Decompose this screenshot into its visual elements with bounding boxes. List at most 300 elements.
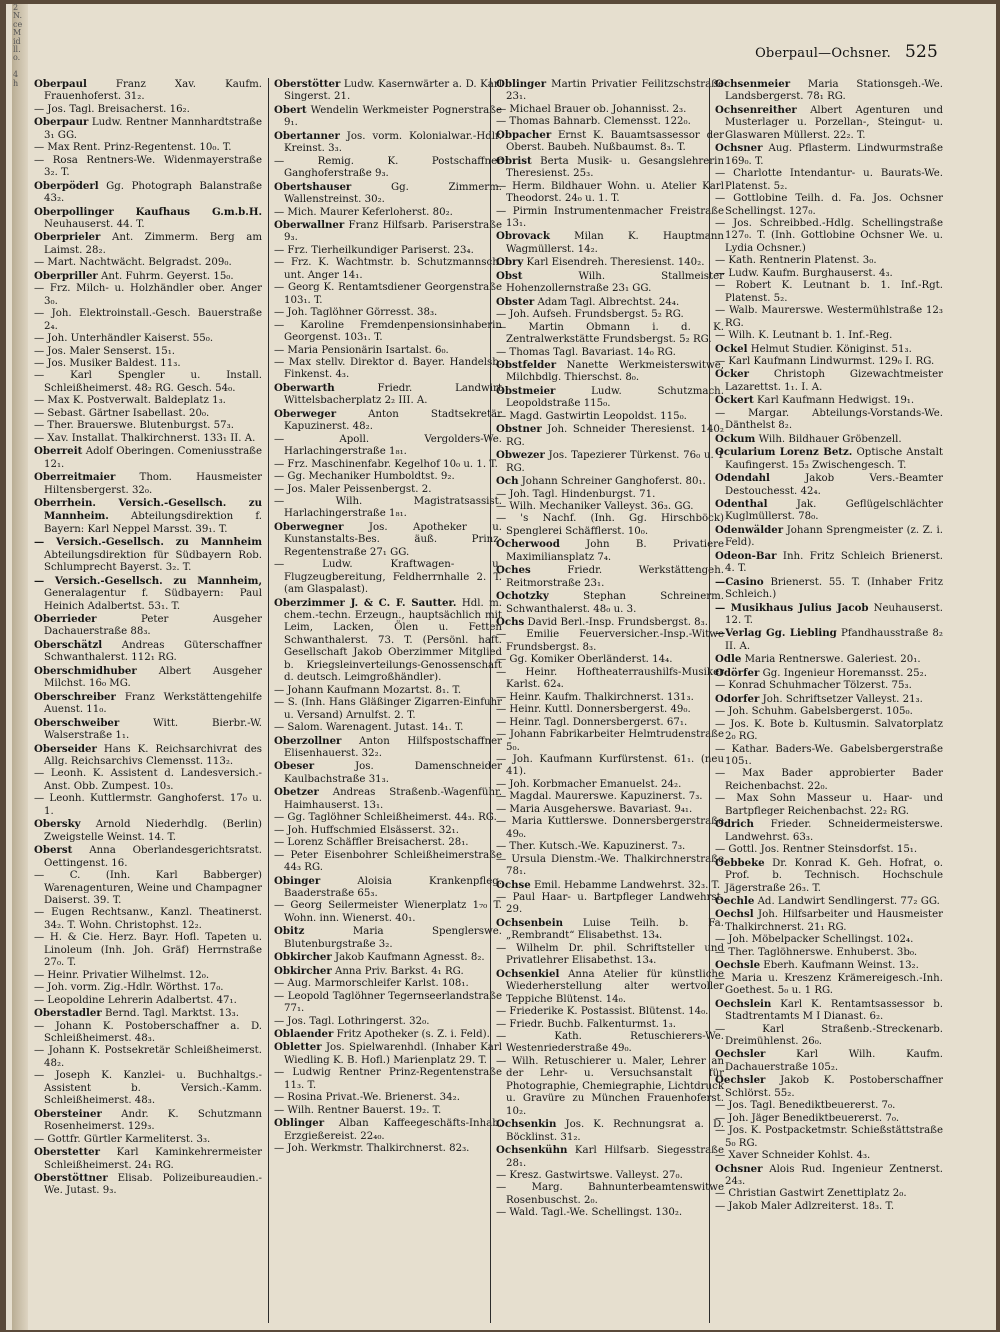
directory-entry xyxy=(274,965,502,978)
column-3 xyxy=(496,78,724,1220)
directory-entry xyxy=(274,978,502,990)
directory-entry xyxy=(34,536,262,574)
entry-details: — H. & Cie. Herz. Bayr. Hofl. Tapeten u. Linoleum (Inh. Joh. Gräf) Herrnstraße 27₀. T. xyxy=(34,932,262,969)
directory-entry xyxy=(496,347,724,359)
entry-details: — Maria u. Kreszenz Krämereigesch.-Inh. Goethest. 5₀ u. 1 RG. xyxy=(715,972,943,997)
directory-entry xyxy=(274,697,502,722)
entry-surname: Obster xyxy=(496,295,535,308)
entry-surname: Odenwälder xyxy=(715,523,784,536)
directory-entry xyxy=(496,411,724,423)
edge-fragment: 4 xyxy=(13,70,19,80)
entry-surname: Oechsler xyxy=(715,1074,766,1087)
directory-entry xyxy=(274,1016,502,1028)
entry-details: — Heinr. Hoftheaterraushilfs-Musiker Karlst. 62₄. xyxy=(496,666,724,691)
entry-details: — Remig. K. Postschaffner Ganghoferstraße 9₃. xyxy=(274,155,502,180)
entry-details: Johann Schreiner Ganghoferst. 80₁. xyxy=(518,476,706,488)
entry-details: Wilh. Stallmeister Hohenzollernstraße 23₁ GG. xyxy=(506,270,724,295)
directory-entry xyxy=(274,760,502,786)
directory-entry xyxy=(34,907,262,932)
column-divider xyxy=(268,78,269,1323)
directory-entry xyxy=(274,1117,502,1143)
entry-surname: Ocularium Lorenz Betz. xyxy=(715,446,853,459)
entry-details: Ludw. Schutzmach. Leopoldstraße 115₀. xyxy=(506,385,724,410)
entry-details: — Peter Eisenbohrer Schleißheimerstraße 44₃ RG. xyxy=(274,849,502,874)
directory-entry xyxy=(496,155,724,181)
entry-details: Wendelin Werkmeister Pognerstraße 9₁. xyxy=(284,104,502,129)
directory-entry xyxy=(496,729,724,754)
entry-details: — Frz. Milch- u. Holzhändler ober. Anger 3₀. xyxy=(34,283,262,307)
directory-entry xyxy=(274,245,502,257)
entry-details: — Jos. Musiker Baldest. 11₃. xyxy=(34,357,181,369)
directory-entry xyxy=(715,356,943,368)
directory-entry xyxy=(715,959,943,972)
entry-surname: Obert xyxy=(274,103,307,116)
entry-surname: Ochsenkin xyxy=(496,1118,557,1131)
entry-surname: — Versich.-Gesellsch. zu Mannheim, xyxy=(34,574,262,587)
entry-details: — Maria Pensionärin Isartalst. 6₀. xyxy=(274,344,449,356)
directory-entry xyxy=(715,255,943,267)
directory-entry xyxy=(715,693,943,706)
directory-entry xyxy=(715,550,943,576)
directory-entry xyxy=(715,973,943,998)
entry-details: Johann Sprengmeister (z. Z. i. Feld). xyxy=(725,524,943,549)
entry-details: Luise Teilh. b. Fa. „Rembrandt“ Elisabethst. 13₄. xyxy=(506,917,724,942)
directory-entry xyxy=(34,180,262,206)
entry-details: — Wilh. K. Leutnant b. 1. Inf.-Reg. xyxy=(715,330,893,342)
entry-surname: Ockel xyxy=(715,342,748,355)
entry-surname: Obetzer xyxy=(274,786,319,799)
directory-entry xyxy=(274,1092,502,1104)
entry-surname: Oberrhein. Versich.-Gesellsch. zu Mannheim. xyxy=(34,496,262,523)
entry-details: — Joh. Aufseh. Frundsbergst. 5₂ RG. xyxy=(496,309,684,321)
entry-details: Ludw. Rentner Mannhardtstraße 3₁ GG. xyxy=(44,117,262,141)
directory-entry xyxy=(496,538,724,564)
entry-details: Ad. Landwirt Sendlingerst. 77₂ GG. xyxy=(754,896,940,907)
directory-entry xyxy=(274,850,502,875)
directory-entry xyxy=(496,779,724,791)
entry-surname: Och xyxy=(496,475,519,488)
entry-details: — Herm. Bildhauer Wohn. u. Atelier Karl Theodorst. 24₀ u. 1. T. xyxy=(496,180,724,205)
entry-details: Ant. Zimmerm. Berg am Laimst. 28₂. xyxy=(44,232,262,256)
entry-details: Anna Atelier für künstliche Wiederherstellung alter wertvoller Teppiche Blütenst. 14₀. xyxy=(506,968,724,1005)
directory-entry xyxy=(34,142,262,154)
entry-surname: Oberwallner xyxy=(274,218,345,231)
directory-entry xyxy=(496,489,724,501)
directory-entry xyxy=(34,283,262,308)
entry-details: Joh. Hilfsarbeiter und Hausmeister Thalkirchnerst. 21₁ RG. xyxy=(725,909,943,933)
entry-surname: Ockum xyxy=(715,432,756,445)
entry-surname: Oberweger xyxy=(274,407,337,420)
directory-entry xyxy=(496,879,724,892)
entry-details: — Karl Straßenb.-Streckenarb. Dreimühlenst. 26₀. xyxy=(715,1023,943,1047)
entry-details: Anna Priv. Barkst. 4₁ RG. xyxy=(331,965,464,977)
edge-fragment: id xyxy=(13,36,21,46)
entry-details: — Walb. Maurerswe. Westermühlstraße 12₃ RG. xyxy=(715,305,943,329)
directory-entry xyxy=(34,844,262,870)
directory-entry xyxy=(274,471,502,483)
directory-entry xyxy=(274,951,502,964)
entry-surname: Oebbeke xyxy=(715,856,765,869)
entry-details: David Berl.-Insp. Frundsbergst. 8₃. xyxy=(524,617,708,629)
entry-details: Helmut Studier. Königinst. 51₃. xyxy=(747,343,912,355)
entry-details: Aug. Pflasterm. Lindwurmstraße 169₀. T. xyxy=(725,143,943,167)
entry-details: — Max Rent. Prinz-Regentenst. 10₀. T. xyxy=(34,142,232,154)
directory-entry xyxy=(715,1150,943,1162)
entry-details: — Jos. Tagl. Benediktbeuererst. 7₀. xyxy=(715,1100,896,1112)
entry-surname: — Versich.-Gesellsch. zu Mannheim xyxy=(34,536,262,549)
entry-details: — Jos. K. Postpacketmstr. Schießstättstraße 5₀ RG. xyxy=(715,1125,943,1149)
directory-entry xyxy=(715,680,943,692)
entry-details: Alois Rud. Ingenieur Zentnerst. 24₃. xyxy=(725,1163,943,1187)
entry-surname: Oechle xyxy=(715,895,755,907)
directory-entry xyxy=(715,280,943,305)
directory-entry xyxy=(34,1021,262,1046)
directory-entry xyxy=(34,870,262,907)
directory-entry xyxy=(715,1188,943,1200)
entry-details: Optische Anstalt Kaufingerst. 15₃ Zwischengesch. T. xyxy=(725,447,943,471)
directory-entry xyxy=(34,995,262,1007)
entry-surname: Obeser xyxy=(274,760,315,773)
directory-entry xyxy=(496,449,724,475)
entry-surname: Odörfer xyxy=(715,666,760,679)
directory-entry xyxy=(34,665,262,691)
directory-entry xyxy=(715,78,943,104)
entry-details: — Jos. Maler Peissenbergst. 2. xyxy=(274,483,432,495)
entry-details: Karl Kaufmann Hedwigst. 19₁. xyxy=(753,395,915,407)
directory-entry xyxy=(34,308,262,333)
entry-details: Martin Privatier Feilitzschstraße 23₁. xyxy=(506,79,724,103)
entry-details: — Heinr. Tagl. Donnersbergerst. 67₁. xyxy=(496,716,688,728)
directory-entry xyxy=(496,206,724,231)
entry-surname: Obpacher xyxy=(496,128,552,141)
directory-entry xyxy=(496,475,724,488)
entry-surname: Oechsle xyxy=(715,959,761,972)
directory-entry xyxy=(34,1070,262,1107)
directory-entry xyxy=(715,104,943,142)
directory-entry xyxy=(715,1074,943,1100)
entry-surname: Oberpaur xyxy=(34,116,89,129)
directory-entry xyxy=(274,382,502,408)
directory-entry xyxy=(274,207,502,219)
entry-details: — Max K. Postverwalt. Baldeplatz 1₃. xyxy=(34,395,226,407)
adjacent-page-edge xyxy=(12,4,28,1330)
entry-details: — Kath. Retuschierers-We. Westenriederstraße 49₀. xyxy=(496,1030,724,1055)
entry-details: Albert Agenturen und Musterlager u. Porzellan-, Steingut- u. Glaswaren Müllerst. 22₂. T. xyxy=(725,104,943,141)
entry-details: Inh. Fritz Schleich Brienerst. 4. T. xyxy=(725,550,943,575)
entry-details: Andr. K. Schutzmann Rosenheimerst. 129₃. xyxy=(44,1108,262,1133)
entry-surname: Oblaender xyxy=(274,1027,334,1040)
entry-details: Hans K. Reichsarchivrat des Allg. Reichsarchivs Clemensst. 113₂. xyxy=(44,743,262,768)
column-divider xyxy=(490,78,491,1323)
entry-details: — Karl Spengler u. Install. Schleißheimerst. 48₂ RG. Gesch. 54₀. xyxy=(34,370,262,394)
directory-entry xyxy=(715,768,943,793)
edge-fragment: ce xyxy=(13,19,23,29)
entry-details: Milan K. Hauptmann Wagmüllerst. 14₂. xyxy=(506,231,724,255)
entry-surname: Oberprieler xyxy=(34,231,101,244)
entry-details: — Ther. Brauerswe. Blutenburgst. 57₃. xyxy=(34,420,234,432)
entry-details: — Jos. Schreibbed.-Hdlg. Schellingstraße 127₀. T. (Inh. Gottlobine Ochsner We. u. Lydia Ochsner.) xyxy=(715,217,943,254)
entry-details: Aloisia Krankenpfleg. Baaderstraße 65₃. xyxy=(284,875,502,899)
entry-details: — Thomas Bahnarb. Clemensst. 122₀. xyxy=(496,116,691,128)
directory-entry xyxy=(715,142,943,168)
directory-entry xyxy=(34,613,262,639)
entry-details: — Ludw. Kaufm. Burghauserst. 4₃. xyxy=(715,267,893,279)
entry-surname: Obrovack xyxy=(496,230,550,243)
directory-entry xyxy=(715,524,943,550)
entry-details: — Kath. Rentnerin Platenst. 3₀. xyxy=(715,255,877,267)
entry-details: Neuhauserst. 44. T. xyxy=(44,218,145,230)
entry-surname: Oechsler xyxy=(715,1048,766,1061)
entry-surname: Ochsenkühn xyxy=(496,1144,568,1157)
entry-details: Anton Stadtsekretär Kapuzinerst. 48₂. xyxy=(284,408,502,433)
directory-entry xyxy=(496,230,724,256)
entry-details: Nanette Werkmeisterswitwe, Milchbdlg. Thierschst. 8₀. xyxy=(506,359,724,384)
entry-details: — Martin Obmann i. d. K. Zentralwerkstätte Frundsbergst. 5₂ RG. xyxy=(496,321,724,346)
directory-entry xyxy=(496,104,724,116)
entry-surname: Oberstadler xyxy=(34,1007,102,1020)
entry-surname: Obst xyxy=(496,269,523,282)
entry-details: Jak. Geflügelschlächter Kuglmüllerst. 78₀. xyxy=(725,498,943,523)
entry-details: — Jos. K. Bote b. Kultusmin. Salvatorplatz 2₀ RG. xyxy=(715,718,943,743)
directory-entry xyxy=(496,256,724,269)
directory-entry xyxy=(496,791,724,803)
directory-entry xyxy=(274,685,502,697)
entry-details: Jos. vorm. Kolonialwar.-Hdlr. Kreinst. 3₃. xyxy=(284,130,502,155)
entry-details: — Maria Ausgeherswe. Bavariast. 9₄₁. xyxy=(496,803,693,815)
entry-surname: —Casino xyxy=(715,575,764,588)
directory-entry xyxy=(496,501,724,513)
entry-details: — Joh. Elektroinstall.-Gesch. Bauerstraße 2₄. xyxy=(34,308,262,332)
directory-entry xyxy=(34,433,262,445)
directory-entry xyxy=(34,206,262,232)
entry-details: Peter Ausgeher Dachauerstraße 88₃. xyxy=(44,614,262,638)
entry-surname: Ochsenkiel xyxy=(496,967,560,980)
entry-details: Bernd. Tagl. Marktst. 13₃. xyxy=(101,1008,239,1020)
entry-details: Elisab. Polizeibureaudien.-We. Jutast. 9₃. xyxy=(44,1172,262,1197)
entry-surname: Obwezer xyxy=(496,449,545,462)
directory-entry xyxy=(274,307,502,319)
entry-details: — Karoline Fremdenpensionsinhaberin Georgenst. 103₁. T. xyxy=(274,319,502,344)
directory-entry xyxy=(274,559,502,596)
entry-details: — Max Bader approbierter Bader Reichenbachst. 22₀. xyxy=(715,768,943,792)
directory-entry xyxy=(274,434,502,459)
directory-entry xyxy=(274,496,502,521)
directory-entry xyxy=(496,1207,724,1219)
entry-surname: Oechslein xyxy=(715,997,772,1010)
edge-fragment: h xyxy=(13,78,19,88)
entry-details: — Eugen Rechtsanw., Kanzl. Theatinerst. 34₂. T. Wohn. Christophst. 12₂. xyxy=(34,907,262,931)
directory-entry xyxy=(496,816,724,841)
directory-entry xyxy=(34,932,262,969)
directory-entry xyxy=(715,1024,943,1049)
directory-entry xyxy=(715,330,943,342)
directory-entry xyxy=(34,717,262,743)
entry-details: — Michael Brauer ob. Johannisst. 2₃. xyxy=(496,103,687,115)
entry-details: Jos. Tapezierer Türkenst. 76₀ u. 1 RG. xyxy=(506,450,724,474)
directory-entry xyxy=(274,257,502,282)
entry-surname: Obertanner xyxy=(274,129,340,142)
directory-entry xyxy=(496,359,724,385)
directory-entry xyxy=(496,590,724,616)
entry-details: — Konrad Schuhmacher Tölzerst. 75₃. xyxy=(715,680,912,692)
entry-details: — Jos. Maler Senserst. 15₁. xyxy=(34,345,176,357)
directory-entry xyxy=(715,908,943,934)
entry-details: — Robert K. Leutnant b. 1. Inf.-Rgt. Platenst. 5₂. xyxy=(715,280,943,304)
directory-entry xyxy=(34,155,262,180)
entry-details: — Thomas Tagl. Bavariast. 14₀ RG. xyxy=(496,346,676,358)
directory-entry xyxy=(274,735,502,761)
directory-entry xyxy=(715,498,943,524)
entry-details: — Georg Seilermeister Wienerplatz 1₇₀ T. Wohn. inn. Wienerst. 40₁. xyxy=(274,900,502,924)
directory-entry xyxy=(715,719,943,744)
directory-entry xyxy=(34,370,262,395)
directory-entry xyxy=(34,1146,262,1172)
entry-details: — Mart. Nachtwächt. Belgradst. 209₀. xyxy=(34,257,232,269)
entry-details: Ludw. Kasernwärter a. D. Karl Singerst. 21. xyxy=(284,79,502,103)
entry-details: — Xaver Schneider Kohlst. 4₃. xyxy=(715,1150,871,1162)
entry-details: — Pirmin Instrumentenmacher Freistraße 13₁. xyxy=(496,205,724,229)
entry-details: — Magd. Gastwirtin Leopoldst. 115₀. xyxy=(496,410,687,422)
page-number: 525 xyxy=(904,42,938,62)
entry-details: — Rosa Rentners-We. Widenmayerstraße 3₂. T. xyxy=(34,154,262,179)
directory-entry xyxy=(715,268,943,280)
entry-surname: Odenthal xyxy=(715,497,768,510)
entry-details: Dr. Konrad K. Geh. Hofrat, o. Prof. b. Technisch. Hochschule Jägerstraße 26₃. T. xyxy=(725,857,943,894)
directory-entry xyxy=(34,1108,262,1134)
entry-details: Adolf Oberingen. Comeniusstraße 12₁. xyxy=(44,446,262,470)
entry-details: Eberh. Kaufmann Weinst. 13₂. xyxy=(760,960,919,972)
directory-entry xyxy=(715,602,943,628)
entry-details: — Max Sohn Masseur u. Haar- und Bartpfleger Reichenbachst. 22₂ RG. xyxy=(715,793,943,817)
directory-entry xyxy=(496,692,724,704)
entry-details: — Gottl. Jos. Rentner Steinsdorfst. 15₁. xyxy=(715,844,918,856)
directory-entry xyxy=(715,1201,943,1213)
entry-surname: Oches xyxy=(496,564,531,577)
entry-surname: Obstmeier xyxy=(496,384,556,397)
directory-entry xyxy=(496,385,724,411)
running-title: Oberpaul—Ochsner. xyxy=(755,46,891,61)
directory-entry xyxy=(496,296,724,309)
entry-details: Gg. Ingenieur Horemansst. 25₂. xyxy=(759,667,927,679)
directory-entry xyxy=(496,654,724,666)
entry-details: — Joh. Tagl. Hindenburgst. 71. xyxy=(496,488,656,500)
entry-details: Fritz Apotheker (s. Z. i. Feld). xyxy=(333,1028,490,1040)
entry-surname: Ocker xyxy=(715,368,749,381)
directory-entry xyxy=(34,257,262,269)
directory-entry xyxy=(34,333,262,345)
entry-surname: Oberschätzl xyxy=(34,638,103,651)
directory-entry xyxy=(715,706,943,718)
entry-details: — Jos. Tagl. Breisacherst. 16₂. xyxy=(34,103,190,115)
entry-details: Jakob K. Postoberschaffner Schlörst. 55₂. xyxy=(725,1075,943,1099)
entry-details: Karl Eisendreh. Theresienst. 140₂. xyxy=(523,257,705,269)
entry-details: — Mich. Maurer Keferloherst. 80₂. xyxy=(274,206,453,218)
entry-details: — Leopoldine Lehrerin Adalbertst. 47₁. xyxy=(34,994,237,1006)
directory-entry xyxy=(34,575,262,613)
entry-surname: Oberschreiber xyxy=(34,690,116,703)
entry-surname: Obertshauser xyxy=(274,180,352,193)
entry-details: Stephan Schreinerm. Schwanthalerst. 48₀ u. 3. xyxy=(506,591,724,615)
directory-entry xyxy=(496,423,724,449)
directory-entry xyxy=(496,1118,724,1144)
directory-entry xyxy=(715,998,943,1024)
directory-entry xyxy=(715,1048,943,1074)
entry-details: — Leonh. Kuttlermstr. Ganghoferst. 17₀ u. 1. xyxy=(34,793,262,817)
directory-entry xyxy=(496,564,724,590)
entry-details: — Frz. K. Wachtmstr. b. Schutzmannsch. unt. Anger 14₁. xyxy=(274,257,502,281)
directory-entry xyxy=(715,305,943,330)
directory-entry xyxy=(274,130,502,156)
entry-details: Ant. Fuhrm. Geyerst. 15₀. xyxy=(97,270,234,282)
directory-entry xyxy=(715,433,943,446)
entry-details: Franz Hilfsarb. Pariserstraße 9₃. xyxy=(284,219,502,244)
entry-details: — Joh. Taglöhner Görresst. 38₃. xyxy=(274,307,438,319)
entry-details: — Kresz. Gastwirtswe. Valleyst. 27₀. xyxy=(496,1169,683,1181)
entry-details: — Joh. Kaufmann Kurfürstenst. 61₁. (neu 41). xyxy=(496,754,724,778)
directory-entry xyxy=(715,1163,943,1189)
entry-surname: Obinger xyxy=(274,874,321,887)
entry-details: — Joh. Schuhm. Gabelsbergerst. 105₀. xyxy=(715,706,913,718)
entry-details: — Joh. vorm. Zig.-Hdlr. Wörthst. 17₀. xyxy=(34,982,224,994)
entry-details: Witt. Bierbr.-W. Walserstraße 1₁. xyxy=(44,717,262,742)
entry-details: — 's Nachf. (Inh. Gg. Hirschböck) Spenglerei Schäfflerst. 10₀. xyxy=(496,513,724,537)
entry-surname: Oberwarth xyxy=(274,381,335,394)
entry-details: Wilh. Bildhauer Gröbenzell. xyxy=(755,433,902,445)
directory-entry xyxy=(34,982,262,994)
entry-details: Franz Werkstättengehilfe Auenst. 11₀. xyxy=(44,691,262,716)
directory-entry xyxy=(274,825,502,837)
directory-entry xyxy=(715,947,943,959)
entry-surname: Odrich xyxy=(715,818,754,831)
entry-surname: —Verlag Gg. Liebling xyxy=(715,627,837,640)
edge-fragment: N. xyxy=(13,11,23,21)
entry-details: — Joh. Jäger Benediktbeuererst. 7₀. xyxy=(715,1112,900,1124)
entry-details: — Joh. Huffschmied Elsässerst. 32₁. xyxy=(274,824,460,836)
entry-surname: Obkircher xyxy=(274,951,332,964)
directory-entry xyxy=(274,104,502,130)
edge-fragment: 2 xyxy=(13,4,19,12)
page-header xyxy=(755,42,938,62)
entry-surname: Ochse xyxy=(496,878,531,891)
directory-entry xyxy=(715,218,943,255)
entry-details: — Marg. Bahnunterbeamtenswitwe Rosenbuschst. 2₀. xyxy=(496,1182,724,1206)
entry-surname: Oechsl xyxy=(715,908,754,921)
entry-details: Brienerst. 55. T. (Inhaber Fritz Schleich.) xyxy=(725,576,943,601)
directory-entry xyxy=(496,513,724,538)
directory-entry xyxy=(274,320,502,345)
entry-surname: Ochs xyxy=(496,616,525,629)
entry-details: — Gg. Taglöhner Schleißheimerst. 44₃. RG. xyxy=(274,812,497,824)
entry-surname: Oberreit xyxy=(34,445,83,458)
entry-surname: Oberpollinger Kaufhaus G.m.b.H. xyxy=(34,205,262,218)
entry-details: Jos. Spielwarenhdl. (Inhaber Karl Wiedling K. B. Hofl.) Marienplatz 29. T. xyxy=(284,1042,502,1066)
entry-details: — Karl Kaufmann Lindwurmst. 129₀ I. RG. xyxy=(715,355,935,367)
directory-entry xyxy=(715,576,943,602)
entry-details: — Magdal. Maurerswe. Kapuzinerst. 7₃. xyxy=(496,791,703,803)
entry-surname: Ochsenbein xyxy=(496,916,563,929)
directory-entry xyxy=(496,181,724,206)
entry-surname: Oberreitmaier xyxy=(34,471,116,484)
entry-details: — Xav. Installat. Thalkirchnerst. 133₁ II. A. xyxy=(34,432,256,444)
directory-entry xyxy=(496,309,724,321)
directory-entry xyxy=(715,343,943,356)
directory-entry xyxy=(34,1045,262,1070)
entry-surname: Oblinger xyxy=(496,78,547,90)
column-4 xyxy=(715,78,943,1213)
directory-entry xyxy=(715,168,943,193)
entry-details: Karl Kaminkehrermeister Schleißheimerst. 24₁ RG. xyxy=(44,1147,262,1171)
directory-entry xyxy=(715,934,943,946)
